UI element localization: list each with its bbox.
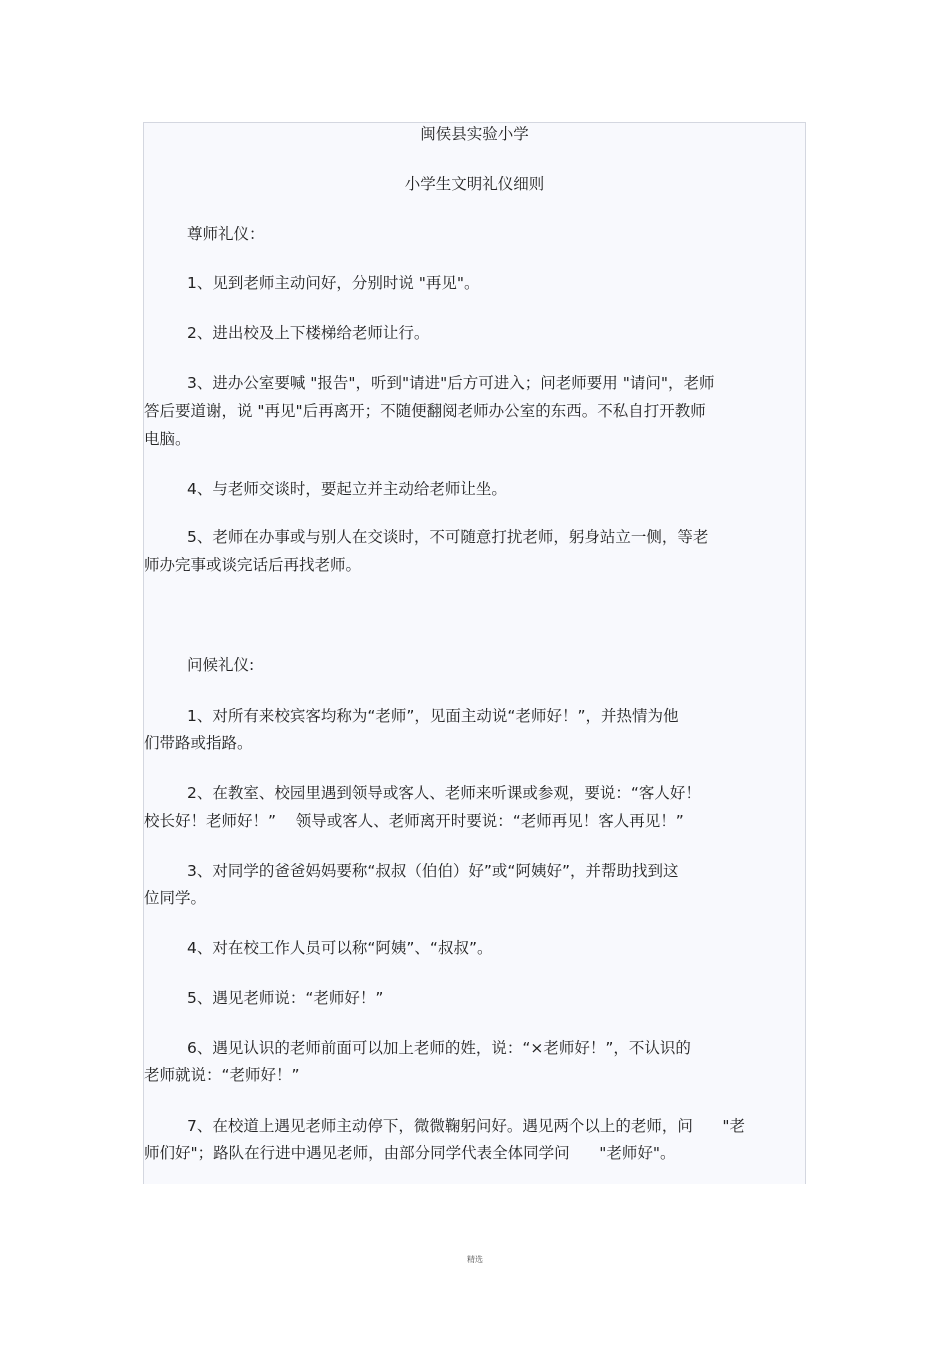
document-title: 小学生文明礼仪细则 (404, 175, 545, 193)
respect-item-1: 1、见到老师主动问好，分别时说 "再见"。 (187, 274, 480, 292)
greeting-item-7-line2: 师们好"；路队在行进中遇见老师，由部分同学代表全体同学问 "老师好"。 (144, 1144, 676, 1162)
greeting-item-7-line1: 7、在校道上遇见老师主动停下，微微鞠躬问好。遇见两个以上的老师，问 "老 (187, 1117, 746, 1135)
greeting-item-1-line2: 们带路或指路。 (144, 734, 253, 752)
greeting-item-2-line2: 校长好！老师好！” 领导或客人、老师离开时要说：“老师再见！客人再见！” (144, 812, 684, 830)
greeting-item-1-line1: 1、对所有来校宾客均称为“老师”，见面主动说“老师好！”，并热情为他 (187, 707, 679, 725)
section-heading-respect: 尊师礼仪： (187, 225, 265, 243)
greeting-item-6-line2: 老师就说：“老师好！” (144, 1066, 300, 1084)
respect-item-4: 4、与老师交谈时，要起立并主动给老师让坐。 (187, 480, 507, 498)
greeting-item-6-line1: 6、遇见认识的老师前面可以加上老师的姓，说：“×老师好！”，不认识的 (187, 1039, 691, 1057)
school-name: 闽侯县实验小学 (420, 125, 529, 143)
greeting-item-3-line1: 3、对同学的爸爸妈妈要称“叔叔（伯伯）好”或“阿姨好”，并帮助找到这 (187, 862, 679, 880)
page-footer: 精选 (467, 1255, 483, 1264)
respect-item-3-line3: 电脑。 (144, 430, 191, 448)
respect-item-5-line2: 师办完事或谈完话后再找老师。 (144, 556, 362, 574)
respect-item-2: 2、进出校及上下楼梯给老师让行。 (187, 324, 430, 342)
section-heading-greeting: 问候礼仪: (187, 656, 255, 674)
respect-item-5-line1: 5、老师在办事或与别人在交谈时，不可随意打扰老师，躬身站立一侧，等老 (187, 528, 709, 546)
greeting-item-4: 4、对在校工作人员可以称“阿姨”、“叔叔”。 (187, 939, 493, 957)
respect-item-3-line1: 3、进办公室要喊 "报告"，听到"请进"后方可进入；问老师要用 "请问"，老师 (187, 374, 715, 392)
greeting-item-5: 5、遇见老师说：“老师好！” (187, 989, 384, 1007)
greeting-item-3-line2: 位同学。 (144, 889, 207, 907)
greeting-item-2-line1: 2、在教室、校园里遇到领导或客人、老师来听课或参观，要说：“客人好！ (187, 784, 701, 802)
respect-item-3-line2: 答后要道谢，说 "再见"后再离开；不随便翻阅老师办公室的东西。不私自打开教师 (144, 402, 706, 420)
document-page (143, 122, 806, 1184)
